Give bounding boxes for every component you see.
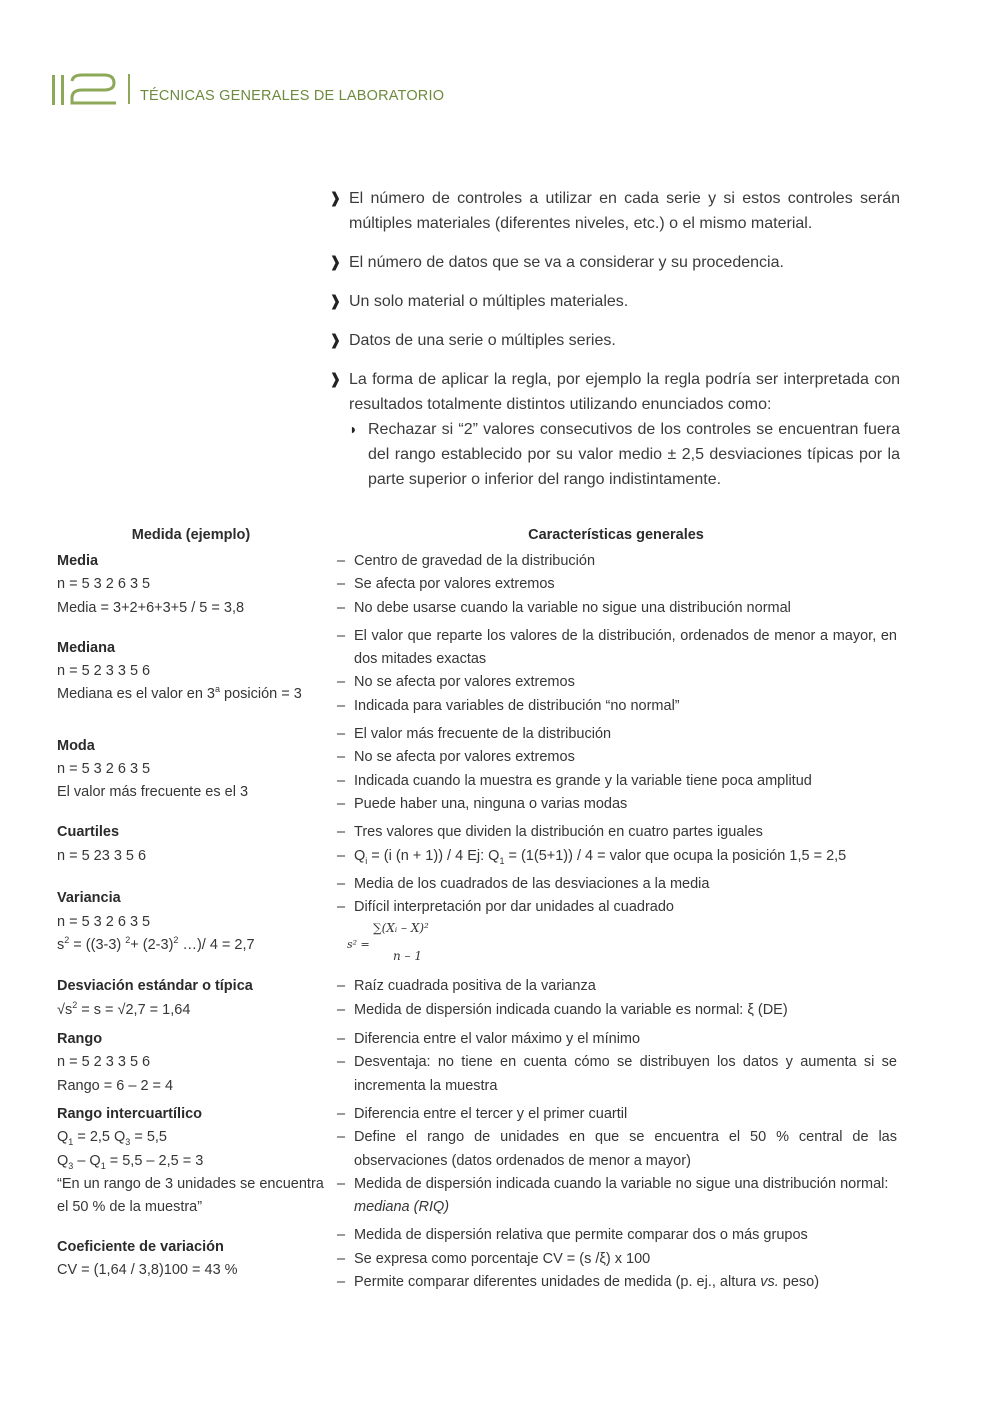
column-header-measure: Medida (ejemplo) [131, 527, 251, 543]
characteristic-item: – Desventaja: no tiene en cuenta cómo se distribuyen los datos y aumenta si se incrementa la muestra [337, 1054, 897, 1094]
bullet-item [328, 367, 900, 492]
measure-line: CV = (1,64 / 3,8)100 = 43 % [57, 1262, 238, 1279]
bullet-item [328, 250, 900, 275]
characteristics-cell [337, 873, 897, 972]
characteristic-item: – Difícil interpretación por dar unidades al cuadrado [337, 899, 674, 916]
measure-name: Media [57, 553, 99, 569]
bullet-marker-icon: ❱ [329, 371, 342, 388]
measure-line: El valor más frecuente es el 3 [57, 784, 249, 801]
bullet-list [328, 186, 900, 506]
measure-line: n = 5 23 3 5 6 [57, 847, 147, 864]
measure-cell [57, 821, 337, 868]
table-row-varianza [57, 873, 897, 972]
characteristic-item: – Indicada para variables de distribución “no normal” [337, 697, 680, 714]
measure-cell [57, 637, 337, 707]
characteristic-item: – No debe usarse cuando la variable no sigue una distribución normal [337, 599, 791, 616]
characteristic-item: – El valor que reparte los valores de la distribución, ordenados de menor a mayor, en dos mitades exactas [337, 627, 897, 668]
bullet-item [328, 289, 900, 314]
measure-line: $s^2 = ((3-3)$ $^2+ (2-3)^2$ …)/ 4 = 2,7 [57, 934, 255, 953]
page-number [52, 72, 120, 106]
characteristics-cell [337, 821, 897, 868]
sub-bullet-text: Rechazar si “2” valores consecutivos de los controles se encuentran fuera del rango establecido por su valor medio ± 2,5 desviaciones típicas por la parte superior o inferior del rango indistintamente. [368, 421, 900, 488]
table-row-mediana [57, 625, 897, 718]
measure-line: n = 5 2 3 3 5 6 [57, 1054, 151, 1071]
bullet-text: Un solo material o múltiples materiales. [349, 293, 629, 310]
measure-cell [57, 975, 337, 1022]
variance-formula [347, 919, 897, 971]
measure-line: Mediana es el valor en 3$^a$ posición = 3 [57, 684, 302, 703]
table-row-desviacion [57, 975, 897, 1022]
characteristic-item: – No se afecta por valores extremos [337, 674, 575, 691]
bullet-text: El número de controles a utilizar en cada serie y si estos controles serán múltiples materiales (diferentes niveles, etc.) o el mismo material. [349, 190, 900, 232]
measure-cell [57, 1236, 337, 1283]
measure-line: Rango = 6 – 2 = 4 [57, 1077, 174, 1094]
characteristic-item: – Medida de dispersión indicada cuando la variable no sigue una distribución normal: mediana (RIQ) [337, 1175, 889, 1216]
measure-name: Rango [57, 1031, 103, 1048]
statistics-table [57, 520, 897, 1294]
characteristic-item: – Puede haber una, ninguna o varias modas [337, 795, 628, 812]
sub-bullet-marker-icon: ◗ [349, 421, 358, 437]
characteristic-item: – Define el rango de unidades en que se encuentra el 50 % central de las observaciones (datos ordenados de menor a mayor) [337, 1129, 897, 1169]
characteristics-cell [337, 723, 897, 816]
measure-name: Rango intercuartílico [57, 1105, 203, 1122]
bullet-marker-icon: ❱ [329, 332, 342, 349]
table-row-rango [57, 1028, 897, 1098]
table-row-media [57, 550, 897, 620]
measure-line: n = 5 3 2 6 3 5 [57, 576, 151, 593]
bullet-text: La forma de aplicar la regla, por ejemplo la regla podría ser interpretada con resultados totalmente distintos utilizando enunciados como: [349, 371, 900, 413]
page-number-glyph [52, 72, 120, 106]
table-row-riq [57, 1103, 897, 1219]
bullet-text: Datos de una serie o múltiples series. [349, 332, 616, 349]
formula-denominator: n – 1 [393, 949, 422, 964]
bullet-marker-icon: ❱ [329, 254, 342, 271]
characteristic-item: – Medida de dispersión indicada cuando la variable es normal: ξ (DE) [337, 1001, 788, 1018]
measure-line: $Q_1 = 2,5$ $Q_3 = 5,5$ [57, 1129, 167, 1148]
measure-line: $Q_3 - Q_1 = 5,5 - 2,5 = 3$ [57, 1152, 204, 1171]
table-row-moda [57, 723, 897, 816]
measure-line: n = 5 2 3 3 5 6 [57, 662, 151, 679]
characteristic-item: – Tres valores que dividen la distribución en cuatro partes iguales [337, 824, 763, 841]
characteristics-cell [337, 1224, 897, 1294]
measure-cell [57, 1028, 337, 1098]
characteristics-cell [337, 550, 897, 620]
characteristics-cell [337, 975, 897, 1022]
characteristic-item: – $Q_i = (i$ (n + 1)) / 4 Ej: $Q_1 = (1(5+1)) / 4$ = valor que ocupa la posición 1,5 = 2,5 [337, 847, 847, 866]
characteristic-item: – Se afecta por valores extremos [337, 576, 555, 593]
characteristic-item: – Centro de gravedad de la distribución [337, 553, 596, 569]
measure-line: $√s^2 = s = √2,7 = 1,64$ [57, 999, 191, 1018]
measure-name: Variancia [57, 890, 121, 907]
header-divider [128, 74, 130, 104]
measure-name: Moda [57, 737, 95, 754]
characteristic-item: – No se afecta por valores extremos [337, 749, 575, 766]
characteristics-cell [337, 1103, 897, 1219]
bullet-marker-icon: ❱ [329, 293, 342, 310]
measure-cell [57, 887, 337, 957]
characteristic-item: – Diferencia entre el valor máximo y el mínimo [337, 1031, 641, 1048]
characteristic-item: – El valor más frecuente de la distribución [337, 726, 612, 743]
characteristic-item: – Permite comparar diferentes unidades de medida (p. ej., altura vs. peso) [337, 1274, 820, 1291]
characteristic-item: – Raíz cuadrada positiva de la varianza [337, 978, 596, 995]
measure-cell [57, 735, 337, 805]
measure-name: Cuartiles [57, 824, 120, 841]
bullet-marker-icon: ❱ [329, 190, 342, 207]
characteristics-cell [337, 1028, 897, 1098]
formula-lhs: s² = [347, 938, 370, 952]
sub-bullet-item [349, 417, 900, 492]
chapter-title: TÉCNICAS GENERALES DE LABORATORIO [140, 88, 445, 104]
bullet-item [328, 186, 900, 236]
table-row-cv [57, 1224, 897, 1294]
characteristic-item: – Media de los cuadrados de las desviaciones a la media [337, 875, 710, 892]
column-header-characteristics: Características generales [528, 527, 704, 543]
measure-line: “En un rango de 3 unidades se encuentra el 50 % de la muestra” [57, 1175, 324, 1216]
characteristic-item: – Medida de dispersión relativa que permite comparar dos o más grupos [337, 1227, 808, 1244]
measure-line: n = 5 3 2 6 3 5 [57, 913, 151, 930]
formula-numerator: ∑(Xᵢ – X)² [373, 921, 429, 936]
characteristics-cell [337, 625, 897, 718]
characteristic-item: – Diferencia entre el tercer y el primer cuartil [337, 1105, 628, 1122]
characteristic-item: – Indicada cuando la muestra es grande y la variable tiene poca amplitud [337, 772, 812, 789]
measure-line: Media = 3+2+6+3+5 / 5 = 3,8 [57, 599, 245, 616]
measure-name: Coeficiente de variación [57, 1239, 224, 1256]
measure-name: Desviación estándar o típica [57, 978, 253, 995]
table-header [57, 520, 897, 550]
characteristic-item: – Se expresa como porcentaje CV = (s /ξ) x 100 [337, 1250, 651, 1267]
bullet-item [328, 328, 900, 353]
measure-cell [57, 550, 337, 620]
bullet-text: El número de datos que se va a considerar y su procedencia. [349, 254, 784, 271]
measure-line: n = 5 3 2 6 3 5 [57, 761, 151, 778]
running-header [52, 70, 444, 106]
measure-name: Mediana [57, 639, 116, 656]
table-row-cuartiles [57, 821, 897, 868]
measure-cell [57, 1103, 337, 1219]
